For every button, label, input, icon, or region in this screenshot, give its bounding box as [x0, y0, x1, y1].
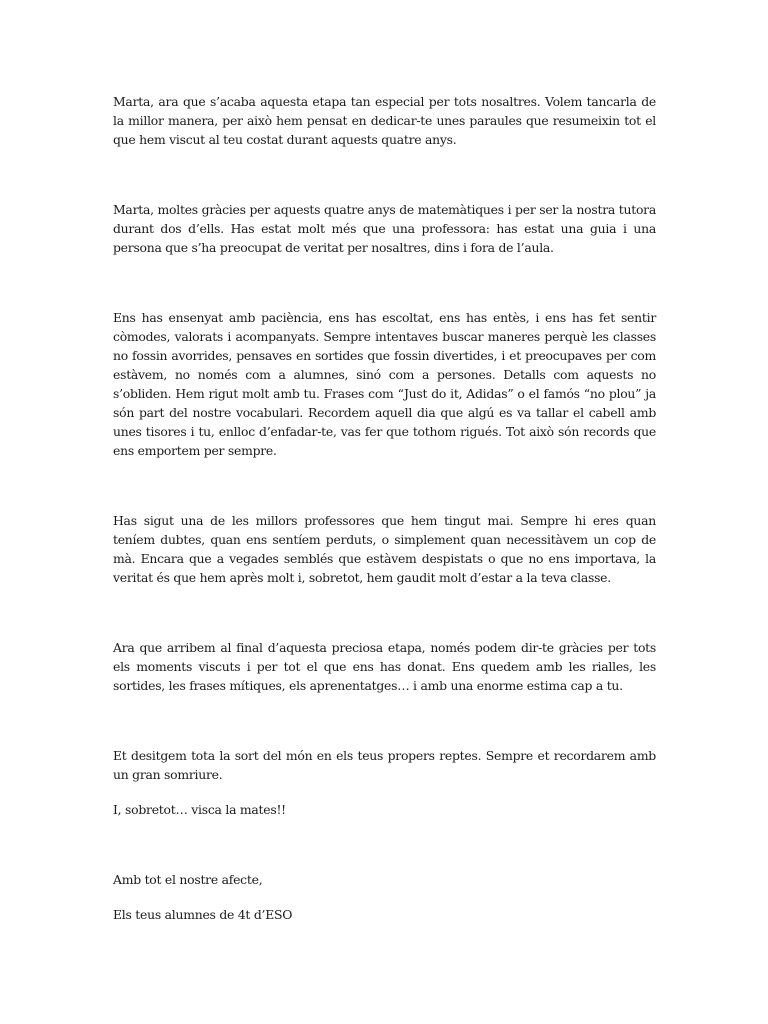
- paragraph-best-teacher: Has sigut una de les millors professores que hem tingut mai. Sempre hi eres quan teníem dubtes, quan ens sentíem perduts, o simplement quan necessitàvem un cop de mà. Encara que a vegades semblés que estàvem despistats o que no ens importava, la veritat és que hem après molt i, sobretot, hem gaudit molt d’estar a la teva classe.: [113, 513, 656, 585]
- closing-line: I, sobretot… visca la mates!!: [113, 802, 286, 817]
- paragraph-intro: Marta, ara que s’acaba aquesta etapa tan especial per tots nosaltres. Volem tancarla de la millor manera, per això hem pensat en dedicar-te unes paraules que resumeixin tot el que hem viscut al teu costat durant aquests quatre anys.: [113, 94, 656, 147]
- paragraph-thanks: Marta, moltes gràcies per aquests quatre anys de matemàtiques i per ser la nostra tutora durant dos d’ells. Has estat molt més que una professora: has estat una guia i una persona que s’ha preocupat de veritat per nosaltres, dins i fora de l’aula.: [113, 202, 656, 255]
- signature: Els teus alumnes de 4t d’ESO: [113, 907, 293, 922]
- paragraph-farewell: Ara que arribem al final d’aquesta preciosa etapa, només podem dir-te gràcies per tots els moments viscuts i per tot el que ens has donat. Ens quedem amb les rialles, les sortides, les frases mítiques, els aprenentatges… i amb una enorme estima cap a tu.: [113, 640, 656, 693]
- paragraph-wishes: Et desitgem tota la sort del món en els teus propers reptes. Sempre et recordarem amb un gran somriure.: [113, 748, 656, 782]
- paragraph-memories: Ens has ensenyat amb paciència, ens has escoltat, ens has entès, i ens has fet sentir còmodes, valorats i acompanyats. Sempre intentaves buscar maneres perquè les classes no fossin avorrides, pensaves en sortides que fossin divertides, i et preocupaves per com estàvem, no només com a alumnes, sinó com a persones. Detalls com aquests no s’obliden. Hem rigut molt amb tu. Frases com “Just do it, Adidas” o el famós “no plou” ja són part del nostre vocabulari. Recordem aquell dia que algú es va tallar el cabell amb unes tisores i tu, enlloc d’enfadar-te, vas fer que tothom rigués. Tot això són records que ens emportem per sempre.: [113, 310, 656, 458]
- signoff: Amb tot el nostre afecte,: [113, 872, 263, 887]
